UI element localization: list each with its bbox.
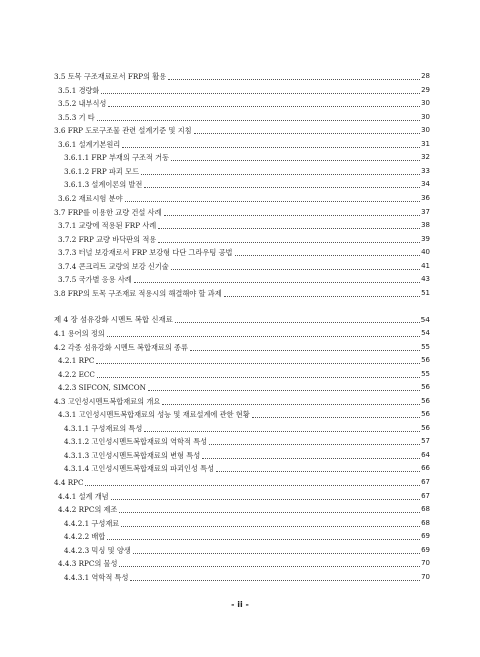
toc-entry-title: 3.7.1 교량에 적용된 FRP 사례 [58, 221, 157, 231]
dot-leader [111, 493, 420, 500]
toc-entry-page: 68 [421, 518, 430, 527]
dot-leader [144, 181, 420, 188]
toc-entry-page: 29 [421, 85, 430, 94]
toc-entry-title: 4.1 용어의 정의 [54, 328, 105, 338]
toc-entry-page: 40 [421, 248, 430, 257]
toc-entry-page: 54 [420, 315, 430, 325]
toc-entry-title: 4.3.1.4 고인성시멘트복합재료의 파괴인성 특성 [64, 464, 215, 474]
toc-entry-page: 32 [421, 153, 430, 162]
toc-entry-title: 4.4.2 RPC의 제조 [58, 505, 118, 515]
dot-leader [194, 127, 420, 134]
dot-leader [235, 249, 421, 256]
toc-entry [54, 95, 430, 108]
toc-entry [54, 244, 430, 257]
toc-entry-title: 3.7.3 터널 보강재로서 FRP 보강형 다단 그라우팅 공법 [58, 248, 233, 258]
dot-leader [130, 574, 420, 581]
toc-entry-page: 56 [421, 410, 430, 419]
toc-entry-page: 31 [421, 139, 430, 148]
toc-entry-page: 56 [421, 383, 430, 392]
dot-leader [168, 73, 420, 80]
toc-entry [54, 420, 430, 433]
toc-entry-title: 4.4.2.1 구성재료 [64, 518, 120, 528]
toc-entry-title: 4.2.3 SIFCON, SIMCON [58, 383, 146, 393]
toc-entry [54, 68, 430, 81]
dot-leader [85, 479, 420, 486]
toc-entry-page: 34 [421, 180, 430, 189]
toc-entry [54, 515, 430, 528]
toc-entry-page: 67 [421, 478, 430, 486]
toc-entry [54, 204, 430, 217]
dot-leader [164, 209, 421, 216]
toc-entry [54, 542, 430, 555]
toc-entry [54, 176, 430, 189]
toc-entry-title: 3.5.1 경량화 [58, 85, 100, 95]
toc-entry [54, 393, 430, 406]
toc-entry [54, 82, 430, 95]
toc-entry-title: 3.6 FRP 도로구조물 관련 설계기준 및 지침 [54, 126, 192, 136]
dot-leader [107, 330, 420, 337]
dot-leader [133, 547, 420, 554]
toc-entry-page: 37 [421, 207, 430, 216]
dot-leader [125, 195, 421, 202]
toc-entry-title: 3.5 토목 구조재료로서 FRP의 활용 [54, 72, 167, 81]
toc-entry-title: 4.4.3.1 역학적 특성 [64, 572, 129, 582]
toc-entry [54, 366, 430, 379]
toc-entry [54, 569, 430, 582]
toc-entry [54, 501, 430, 514]
toc-entry-title: 4.4.3 RPC의 물성 [58, 559, 118, 569]
toc-entry-page: 70 [421, 572, 430, 581]
toc-entry [54, 406, 430, 419]
dot-leader [202, 452, 420, 459]
dot-leader [171, 263, 420, 270]
dot-leader [171, 154, 420, 161]
dot-leader [224, 290, 420, 297]
toc-entry [54, 447, 430, 460]
toc-entry-page: 56 [421, 356, 430, 364]
toc-entry [54, 122, 430, 135]
toc-entry [54, 325, 430, 338]
toc-entry-title: 3.6.1.2 FRP 파괴 모드 [64, 166, 140, 176]
toc-entry-page: 28 [421, 72, 430, 80]
toc-entry-title: 4.3.1.2 고인성시멘트복합재료의 역학적 특성 [64, 437, 208, 447]
toc-entry [54, 109, 430, 122]
toc-entry-page: 56 [421, 423, 430, 432]
dot-leader [97, 114, 420, 121]
dot-leader [144, 425, 420, 432]
toc-entry-title: 3.7 FRP를 이용한 교량 건설 사례 [54, 207, 162, 217]
toc-entry-title: 3.5.2 내부식성 [58, 99, 107, 109]
toc-entry-page: 69 [421, 545, 430, 554]
toc-entry [54, 217, 430, 230]
toc-entry-page: 54 [421, 328, 430, 337]
toc-entry-page: 55 [421, 369, 430, 378]
toc-entry [54, 231, 430, 244]
toc-entry-title: 제 4 장 섬유강화 시멘트 복합 신재료 [54, 315, 173, 325]
toc-entry-page: 36 [421, 193, 430, 202]
toc-entry-page: 69 [421, 532, 430, 541]
toc-entry-page: 57 [421, 437, 430, 446]
dot-leader [119, 506, 420, 513]
dot-leader [121, 520, 420, 527]
toc-entry-title: 3.6.1.3 설계이론의 발전 [64, 180, 143, 190]
toc-entry [54, 258, 430, 271]
toc-entry-title: 4.3.1 고인성시멘트복합재료의 성능 및 재료설계에 관한 현황 [58, 410, 250, 420]
dot-leader [158, 236, 420, 243]
dot-leader [190, 344, 420, 351]
toc-entry [54, 163, 430, 176]
dot-leader [107, 533, 420, 540]
toc-entry-page: 38 [421, 221, 430, 230]
toc-entry-page: 30 [421, 126, 430, 135]
toc-entry-title: 4.2.2 ECC [58, 369, 95, 379]
dot-leader [252, 411, 420, 418]
toc-entry-page: 70 [421, 559, 430, 568]
toc-entry [54, 460, 430, 473]
dot-leader [216, 465, 420, 472]
toc-entry-title: 3.7.2 FRP 교량 바닥판의 적용 [58, 234, 157, 244]
dot-leader [162, 398, 420, 405]
toc-entry [54, 555, 430, 568]
toc-entry-page: 68 [421, 505, 430, 514]
dot-leader [119, 560, 420, 567]
toc-entry [54, 149, 430, 162]
toc-entry-title: 4.3 고인성시멘트복합재료의 개요 [54, 396, 161, 406]
toc-entry-page: 64 [421, 450, 430, 459]
toc-entry-title: 4.4 RPC [54, 478, 84, 487]
toc-entry-title: 4.3.1.1 구성재료의 특성 [64, 423, 143, 433]
toc-entry-page: 51 [421, 288, 430, 297]
dot-leader [148, 384, 420, 391]
toc-entry-page: 39 [421, 234, 430, 243]
toc-entry-title: 4.4.2.2 배합 [64, 532, 106, 542]
toc-entry [54, 271, 430, 284]
toc-entry-page: 66 [421, 464, 430, 473]
toc-entry-title: 3.7.5 국가별 응용 사례 [58, 275, 132, 285]
dot-leader [101, 87, 420, 94]
toc-entry [54, 528, 430, 541]
page-number: - ii - [231, 600, 249, 609]
toc-entry [54, 285, 430, 298]
toc-entry-title: 3.6.2 재료시험 분야 [58, 193, 123, 203]
toc-entry-page: 33 [421, 166, 430, 175]
toc-entry-title: 4.2 각종 섬유강화 시멘트 복합재료의 종류 [54, 342, 188, 352]
toc-entry [54, 352, 430, 365]
toc-entry-title: 3.6.1 설계기본원리 [58, 139, 121, 149]
toc-entry-title: 4.3.1.3 고인성시멘트복합재료의 변형 특성 [64, 450, 201, 460]
toc-entry-title: 3.6.1.1 FRP 부재의 구조적 거동 [64, 153, 170, 163]
dot-leader [158, 222, 420, 229]
toc-entry-page: 55 [421, 342, 430, 351]
toc-entry-page: 56 [421, 396, 430, 405]
toc-entry [54, 379, 430, 392]
toc-entry-title: 3.5.3 기 타 [58, 112, 95, 122]
dot-leader [134, 276, 420, 283]
toc-entry-title: 3.8 FRP의 토목 구조재료 적용시의 해결해야 할 과제 [54, 288, 222, 298]
dot-leader [141, 168, 420, 175]
toc-entry [54, 339, 430, 352]
toc-entry [54, 474, 430, 487]
toc-entry [54, 190, 430, 203]
dot-leader [122, 141, 420, 148]
toc-entry-title: 3.7.4 콘크리트 교량의 보강 신기술 [58, 261, 169, 271]
toc-entry-page: 41 [421, 261, 430, 270]
dot-leader [209, 438, 420, 445]
toc-entry-title: 4.4.1 설계 개념 [58, 491, 109, 501]
toc-entry [54, 488, 430, 501]
toc-entry-page: 30 [421, 112, 430, 121]
toc-entry-page: 67 [421, 491, 430, 500]
toc-entry [54, 433, 430, 446]
toc-entry-page: 43 [421, 275, 430, 284]
dot-leader [97, 371, 420, 378]
toc-entry-title: 4.4.2.3 믹싱 및 양생 [64, 545, 131, 555]
dot-leader [108, 100, 420, 107]
dot-leader [96, 357, 420, 364]
toc-entry-page: 30 [421, 99, 430, 108]
toc-entry [54, 311, 430, 324]
dot-leader [175, 316, 420, 323]
toc-entry [54, 136, 430, 149]
toc-entry-title: 4.2.1 RPC [58, 356, 95, 365]
